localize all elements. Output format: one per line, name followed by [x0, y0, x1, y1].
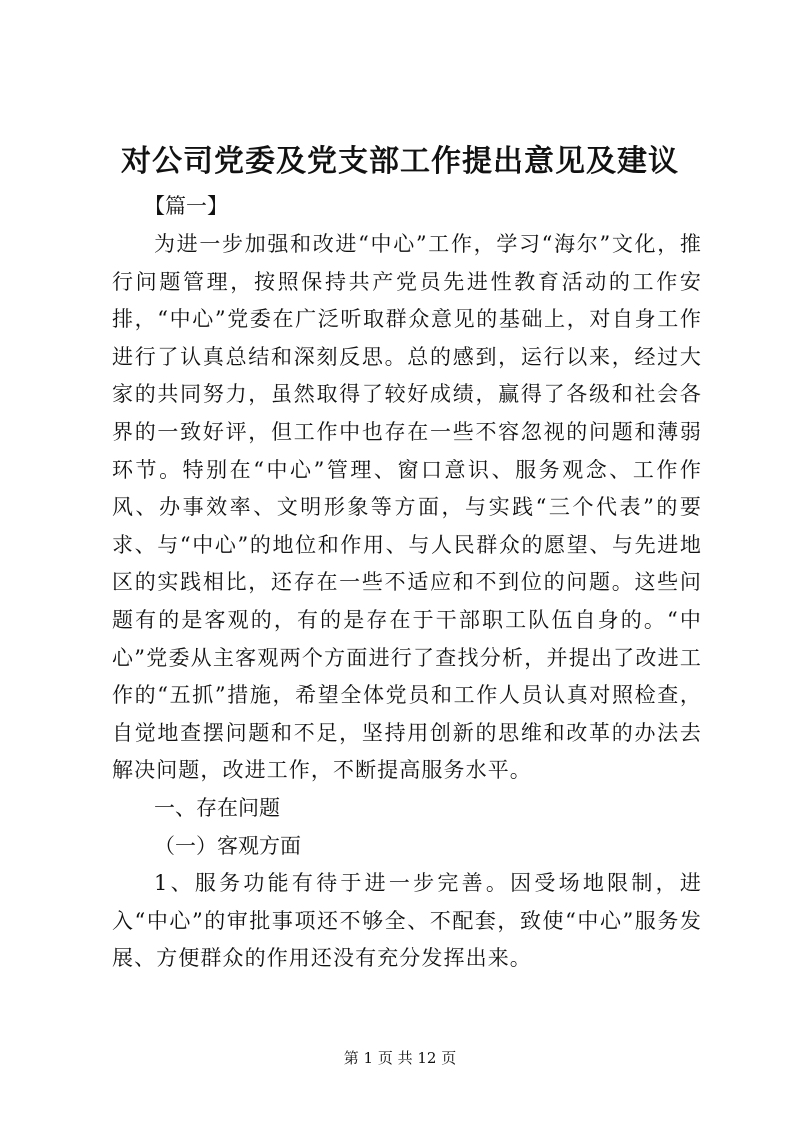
paragraph-intro: 为进一步加强和改进“中心”工作，学习“海尔”文化，推行问题管理，按照保持共产党员先进性教育活动的工作安排，“中心”党委在广泛听取群众意见的基础上，对自身工作进行了认真总结和深刻反思。总的感到，运行以来，经过大家的共同努力，虽然取得了较好成绩，赢得了各级和社会各界的一致好评，但工作中也存在一些不容忽视的问题和薄弱环节。特别在“中心”管理、窗口意识、服务观念、工作作风、办事效率、文明形象等方面，与实践“三个代表”的要求、与“中心”的地位和作用、与人民群众的愿望、与先进地区的实践相比，还存在一些不适应和不到位的问题。这些问题有的是客观的，有的是存在于干部职工队伍自身的。“中心”党委从主客观两个方面进行了查找分析，并提出了改进工作的“五抓”措施，希望全体党员和工作人员认真对照检查，自觉地查摆问题和不足，坚持用创新的思维和改革的办法去解决问题，改进工作，不断提高服务水平。: [112, 232, 702, 783]
heading-existing-problems: 一、存在问题: [154, 795, 280, 820]
document-body: [112, 226, 702, 978]
paragraph-service-function: 1、服务功能有待于进一步完善。因受场地限制，进入“中心”的审批事项还不够全、不配套，致使“中心”服务发展、方便群众的作用还没有充分发挥出来。: [112, 871, 702, 971]
document-title: 对公司党委及党支部工作提出意见及建议: [121, 144, 679, 179]
subheading-objective-aspects: （一）客观方面: [154, 833, 301, 858]
section-tag: 【篇一】: [144, 194, 228, 218]
page-number-footer: 第 1 页 共 12 页: [343, 1049, 457, 1067]
